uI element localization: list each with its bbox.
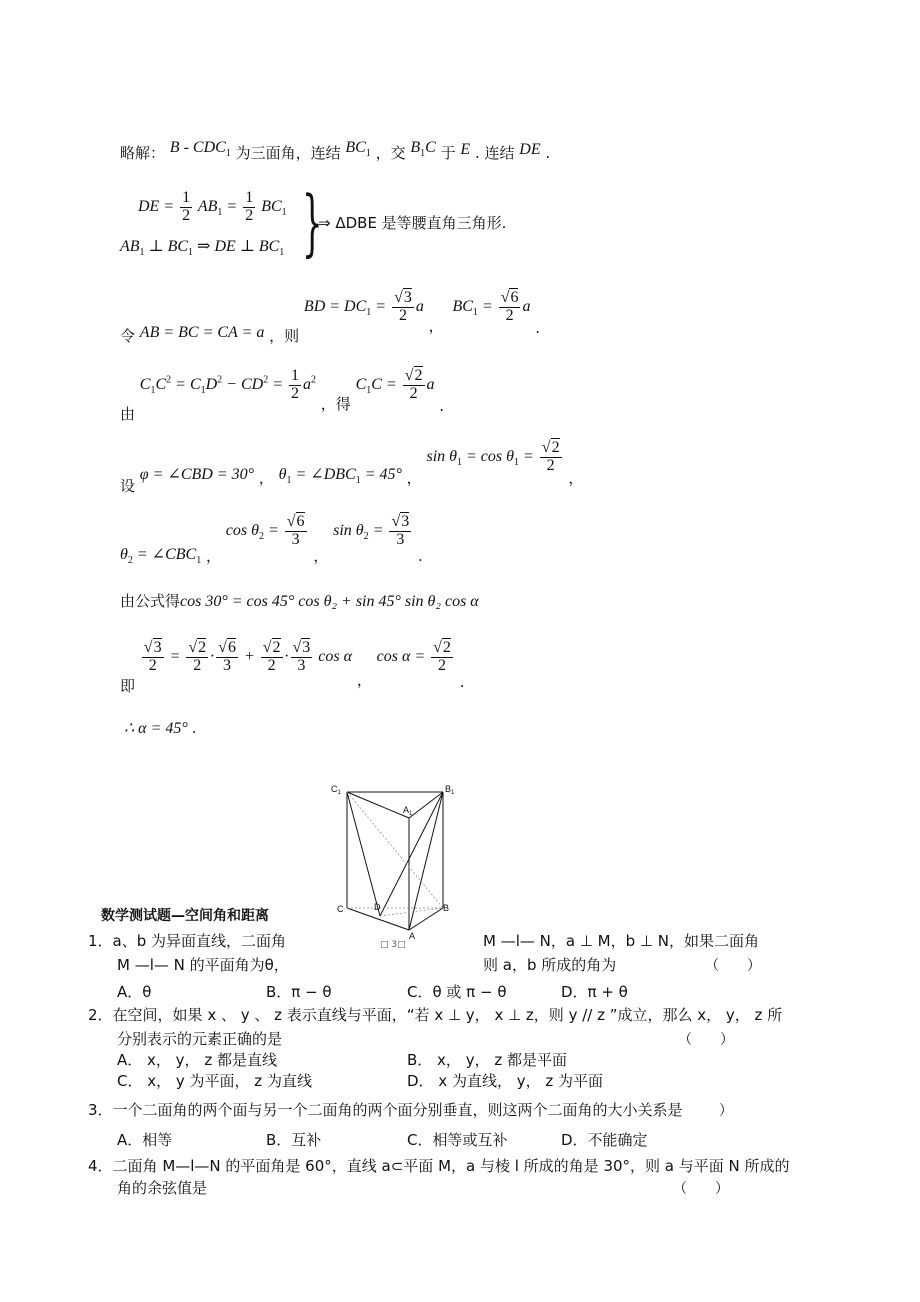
q2-option-c: C． x， y 为平面， z 为直线 — [117, 1072, 312, 1090]
label-a: A — [409, 931, 416, 941]
q1-option-b: B．π − θ — [266, 983, 332, 1001]
q2-line-a: 2．在空间，如果 x 、 y 、 z 表示直线与平面，“若 x ⊥ y， x ⊥ z，则 y // z ”成立，那么 x， y， z 所 — [88, 1006, 783, 1024]
q1-answer-paren: （ ） — [705, 958, 761, 974]
q3-option-c: C．相等或互补 — [407, 1131, 508, 1149]
namely-line: 即 $\frac{√3}{2}$ = $\frac{√2}{2}$ · $\frac{√6}{3}$ + $\frac{√2}{2}$ · $\frac{√3}{3}$ cos α ， cos α = $\frac{√2}{2}$ . — [120, 639, 465, 695]
point-e: E — [460, 141, 471, 158]
theta2-line: $\theta_2$ = $\angle CBC_1$ ， $\cos \theta_2$ = $\frac{√6}{3}$ ， $\sin \theta_2$ = $\frac{√3}{3}$ . — [120, 513, 423, 567]
right-brace: } — [302, 180, 323, 264]
q3-option-d: D．不能确定 — [561, 1131, 648, 1149]
label-c1: $C_1$ — [331, 784, 341, 796]
prism-figure — [325, 780, 465, 955]
q2-option-b: B． x， y， z 都是平面 — [407, 1051, 567, 1069]
by-line: 由 $C_1C^2 = C_1D^2 - CD^2$ = $\frac{1}{2}$ $a^2$ ，得 $C_1C$ = $\frac{√2}{2}$ a . — [120, 367, 445, 423]
equation-perpendicular: $AB_1$ ⊥ $BC_1$ ⇒ DE ⊥ $BC_1$ — [120, 238, 285, 259]
q1-option-c: C．θ 或 π − θ — [407, 983, 507, 1001]
label-b: B — [443, 903, 450, 913]
q3-line: 3．一个二面角的两个面与另一个二面角的两个面分别垂直，则这两个二面角的大小关系是 — [88, 1101, 683, 1119]
formula-line: 由公式得cos 30° = cos 45° cos θ₂ + sin 45° sin θ₂ cos α — [120, 592, 479, 610]
q1-option-d: D．π + θ — [561, 983, 628, 1001]
let-line: 令 AB = BC = CA = a ，则 BD = $DC_1$ = $\frac{√3}{2}$ a ， $BC_1$ = $\frac{√6}{2}$ a . — [120, 289, 541, 345]
q4-line-a: 4．二面角 M—l—N 的平面角是 60°，直线 a⊂平面 M，a 与棱 l 所成的角是 30°，则 a 与平面 N 所成的 — [88, 1157, 790, 1175]
q1-option-a: A．θ — [117, 983, 152, 1001]
q4-answer-paren: （ ） — [673, 1181, 729, 1197]
q2-option-a: A． x， y， z 都是直线 — [117, 1051, 277, 1069]
trihedral-angle: B - $CDC_1$ — [169, 139, 231, 160]
q2-option-d: D． x 为直线， y， z 为平面 — [407, 1072, 604, 1090]
q1-line-b: M —l— N，a ⊥ M，b ⊥ N，如果二面角 — [483, 932, 759, 950]
bc1-segment: $BC_1$ — [345, 139, 371, 160]
label-a1: $A_1$ — [403, 805, 413, 817]
q2-answer-paren: （ ） — [678, 1032, 734, 1048]
b1c-segment: $B_1C$ — [410, 139, 436, 160]
brief-label: 略解： — [120, 144, 166, 162]
equation-de: DE = $\frac{1}{2}$ $AB_1$ = $\frac{1}{2}$ $BC_1$ — [138, 189, 287, 224]
q1-line-d: 则 a，b 所成的角为 — [483, 956, 617, 974]
q3-option-a: A．相等 — [117, 1131, 173, 1149]
q2-line-b: 分别表示的元素正确的是 — [117, 1030, 283, 1048]
figure-caption: □ 3□ — [380, 940, 406, 950]
label-b1: $B_1$ — [445, 784, 455, 796]
q4-line-b: 角的余弦值是 — [117, 1179, 208, 1197]
label-d: D — [374, 902, 381, 912]
q1-line-a: 1．a、b 为异面直线，二面角 — [88, 932, 287, 950]
q3-answer-paren: ） — [719, 1103, 733, 1119]
q3-option-b: B．互补 — [266, 1131, 322, 1149]
brace-conclusion: ⇒ ΔDBE 是等腰直角三角形. — [318, 214, 507, 232]
solution-line-1: 略解： B - $CDC_1$ 为三面角，连结 $BC_1$ ，交 $B_1C$ 于 E . 连结 DE . — [120, 139, 551, 162]
q1-line-c: M —l— N 的平面角为θ， — [117, 956, 289, 974]
set-line: 设 φ = ∠CBD = 30° ， $\theta_1$ = $\angle DBC_1 = 45^\circ$ ， $\sin \theta_1 = \cos \theta_1$ = $\frac{√2}{2}$ ， — [120, 439, 584, 495]
therefore-line: ∴ α = 45° . — [124, 719, 197, 737]
label-c: C — [337, 904, 344, 914]
test-title: 数学测试题—空间角和距离 — [101, 908, 269, 924]
de-segment: DE — [519, 141, 541, 158]
